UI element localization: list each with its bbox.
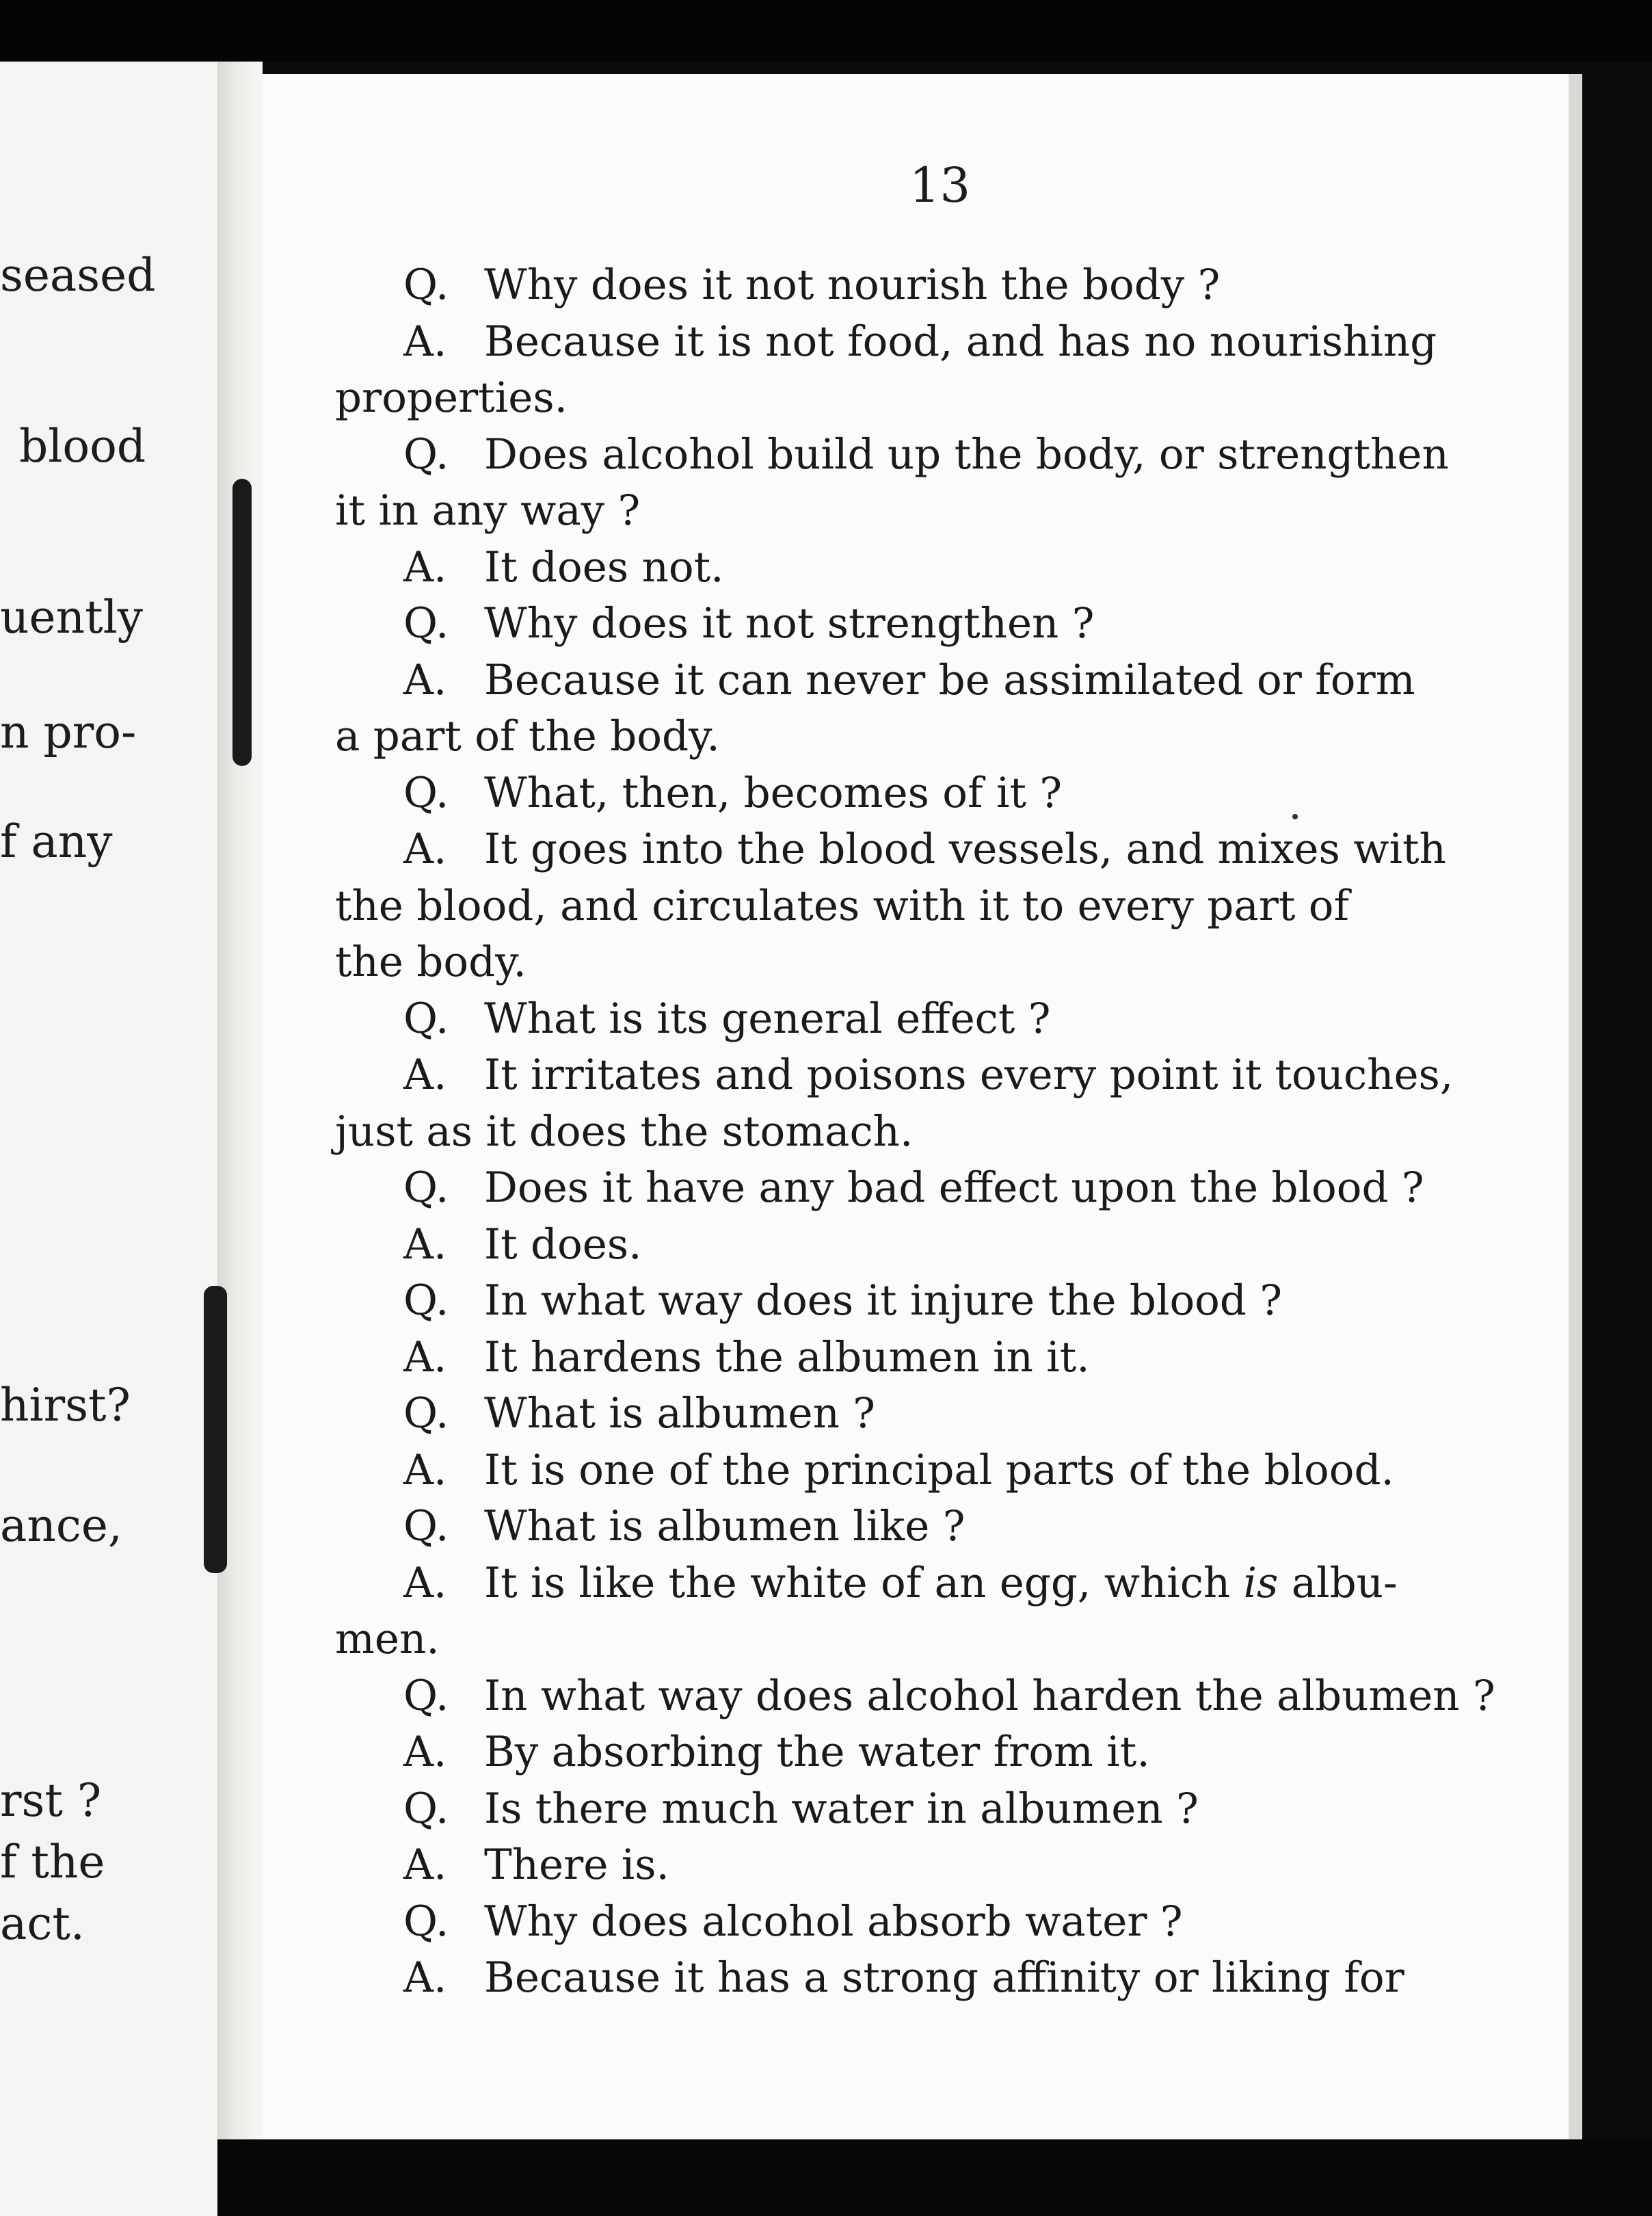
answer-label: A. — [403, 317, 447, 366]
line-text: Does it have any bad effect upon the blood ? — [484, 1163, 1424, 1212]
line-text: just as it does the stomach. — [335, 1107, 914, 1156]
line-text: it in any way ? — [335, 486, 641, 535]
line-text: Is there much water in albumen ? — [484, 1784, 1199, 1833]
text-line — [335, 1781, 1538, 1838]
line-text: What is albumen ? — [484, 1389, 875, 1438]
italic-emphasis: is — [1243, 1558, 1279, 1607]
line-text: Does alcohol build up the body, or strengthen — [484, 430, 1449, 479]
text-line — [335, 314, 1538, 371]
line-text: It irritates and poisons every point it touches, — [484, 1051, 1454, 1099]
scan-border-top — [0, 0, 1652, 62]
text-line — [335, 1047, 1538, 1104]
line-text: It does. — [484, 1219, 642, 1269]
text-line — [335, 596, 1538, 652]
line-text: It is one of the principal parts of the blood. — [484, 1445, 1394, 1494]
page-edge — [1569, 74, 1582, 2139]
answer-label: A. — [403, 655, 447, 704]
text-line — [335, 1837, 1538, 1894]
text-line — [335, 1104, 1538, 1161]
answer-label: A. — [403, 1332, 447, 1382]
answer-label: A. — [403, 825, 447, 873]
page-number: 13 — [909, 157, 971, 213]
text-line — [335, 991, 1538, 1048]
answer-label: A. — [403, 1728, 447, 1776]
text-line — [335, 1442, 1538, 1499]
text-line — [335, 652, 1538, 709]
left-fragment: ance, — [0, 1499, 122, 1552]
text-line — [335, 1894, 1538, 1951]
left-fragment: f the — [0, 1836, 105, 1888]
answer-label: A. — [403, 1953, 447, 2002]
line-text: It goes into the blood vessels, and mixes with — [484, 825, 1446, 873]
text-line — [335, 765, 1538, 822]
line-text: Because it has a strong affinity or liking for — [484, 1953, 1404, 2002]
binding-clip — [232, 479, 252, 766]
line-text: Because it can never be assimilated or form — [484, 655, 1415, 704]
question-label: Q. — [403, 768, 449, 817]
question-label: Q. — [403, 1671, 449, 1720]
question-label: Q. — [403, 994, 449, 1043]
left-fragment: f any — [0, 815, 113, 868]
line-text: the blood, and circulates with it to every part of — [335, 881, 1350, 930]
answer-label: A. — [403, 1051, 447, 1099]
left-fragment: act. — [0, 1897, 85, 1950]
line-text: There is. — [484, 1841, 669, 1889]
line-text: By absorbing the water from it. — [484, 1728, 1150, 1776]
text-line — [335, 1668, 1538, 1725]
line-text: Why does it not strengthen ? — [484, 599, 1095, 648]
text-line — [335, 257, 1538, 314]
text-line — [335, 1386, 1538, 1442]
answer-label: A. — [403, 1219, 447, 1269]
line-text: In what way does it injure the blood ? — [484, 1276, 1283, 1325]
line-text: Because it is not food, and has no nourishing — [484, 317, 1437, 366]
line-text: a part of the body. — [335, 712, 720, 761]
text-line — [335, 1499, 1538, 1555]
question-answer-text — [335, 257, 1538, 2007]
question-label: Q. — [403, 1784, 449, 1833]
line-text: What, then, becomes of it ? — [484, 768, 1063, 817]
text-line — [335, 1611, 1538, 1668]
question-label: Q. — [403, 1276, 449, 1325]
text-line — [335, 540, 1538, 596]
line-text: the body. — [335, 938, 527, 986]
text-line — [335, 1724, 1538, 1781]
left-fragment: seased — [0, 249, 156, 302]
text-line — [335, 1273, 1538, 1330]
question-label: Q. — [403, 430, 449, 479]
text-line — [335, 878, 1538, 935]
question-label: Q. — [403, 1897, 449, 1946]
line-text: What is albumen like ? — [484, 1502, 965, 1551]
question-label: Q. — [403, 261, 449, 309]
line-text: Why does alcohol absorb water ? — [484, 1897, 1183, 1946]
answer-label: A. — [403, 1841, 447, 1889]
text-line — [335, 483, 1538, 540]
line-text: Why does it not nourish the body ? — [484, 261, 1221, 309]
line-text-continued: albu- — [1291, 1558, 1398, 1607]
text-line — [335, 1555, 1538, 1612]
text-line — [335, 934, 1538, 991]
left-fragment: rst ? — [0, 1774, 102, 1827]
stray-mark — [1292, 814, 1298, 819]
left-fragment: hirst? — [0, 1379, 131, 1432]
left-fragment: n pro- — [0, 706, 137, 759]
binding-clip — [204, 1286, 227, 1573]
text-line — [335, 821, 1538, 878]
question-label: Q. — [403, 1163, 449, 1212]
book-gutter — [217, 62, 263, 2216]
question-label: Q. — [403, 599, 449, 648]
left-fragment: uently — [0, 591, 143, 644]
line-text: It does not. — [484, 542, 724, 592]
line-text: men. — [335, 1615, 440, 1663]
line-text: In what way does alcohol harden the albumen ? — [484, 1671, 1495, 1720]
answer-label: A. — [403, 1445, 447, 1494]
text-line — [335, 1160, 1538, 1217]
text-line — [335, 1217, 1538, 1274]
question-label: Q. — [403, 1389, 449, 1438]
line-text: It is like the white of an egg, which — [484, 1558, 1231, 1607]
text-line — [335, 709, 1538, 765]
text-line — [335, 1330, 1538, 1386]
question-label: Q. — [403, 1502, 449, 1551]
left-facing-page — [0, 62, 217, 2216]
text-line — [335, 1950, 1538, 2007]
text-line — [335, 427, 1538, 484]
scan-border-bottom — [217, 2139, 1652, 2216]
line-text: It hardens the albumen in it. — [484, 1332, 1090, 1382]
line-text: properties. — [335, 373, 568, 422]
text-line — [335, 370, 1538, 427]
answer-label: A. — [403, 1558, 447, 1607]
left-fragment: blood — [19, 420, 146, 473]
answer-label: A. — [403, 542, 447, 592]
line-text: What is its general effect ? — [484, 994, 1051, 1043]
